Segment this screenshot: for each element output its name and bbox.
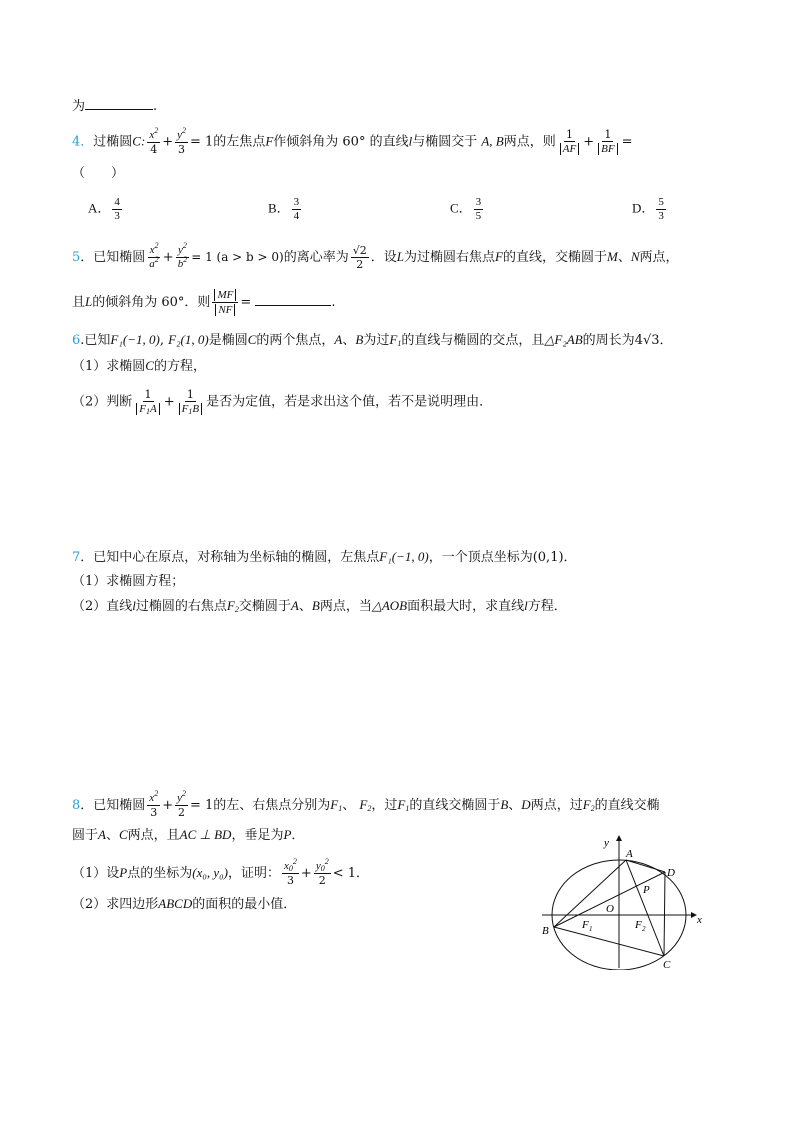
q7-part-text: 过椭圆的右焦点	[135, 599, 227, 614]
denominator: 3	[114, 210, 120, 222]
option-fraction	[112, 196, 122, 223]
option-letter: D．	[632, 200, 655, 216]
q8-part-text: （1）设	[72, 866, 120, 881]
q5-text: 的直线，交椭圆于	[502, 250, 607, 265]
q6-A: A	[334, 332, 343, 347]
q5-text: 两点，	[639, 250, 679, 265]
label-F2-sub: 2	[642, 925, 646, 933]
q4-line: l	[408, 133, 413, 149]
segment-BD	[554, 872, 665, 927]
q8-part-text: ，证明：	[228, 866, 281, 881]
question-8: 8．已知椭圆 $\frac{x^2}{3}$ + $\frac{y^2}{2}$ = 1的左、右焦点分别为$F_1$、 $F_2$，过$F_1$的直线交椭圆于B、D两点，过$F_2$的直线交椭	[72, 789, 660, 819]
q8-part-1: （1）设P点的坐标为(x₀, y₀)，证明： $\frac{x_0^2}{3}$ + $\frac{y_0^2}{2}$ < 1．	[72, 857, 370, 887]
period: .	[153, 99, 158, 114]
q6-part-text: （2）判断	[72, 394, 133, 410]
fraction-y0-2: $\frac{y_0^2}{2}$	[315, 857, 329, 887]
question-number: 7	[72, 550, 81, 565]
q5-M: M	[607, 249, 618, 264]
option-fraction	[656, 196, 666, 223]
q6-text: 、	[342, 333, 356, 348]
q8-text: 两点，过	[530, 798, 583, 813]
label-O: O	[606, 903, 614, 915]
label-A: A	[626, 848, 633, 860]
q8-text: 两点，且	[127, 828, 180, 843]
label-D: D	[667, 867, 675, 879]
option-letter: B．	[268, 200, 290, 216]
period: .	[331, 295, 336, 310]
label-y: y	[604, 837, 609, 849]
q6-text: 为过	[363, 333, 390, 348]
q7-F1: F₁(−1, 0)	[379, 549, 429, 564]
q3-tail-text: 为	[72, 99, 86, 114]
fraction-1-F1A: $\frac{1}{F_1A}$	[134, 388, 161, 416]
q8-text: ，过	[371, 798, 398, 813]
q5-text: 的离心率为	[283, 250, 349, 265]
q5-condition: = 1 (a > b > 0)	[191, 250, 284, 264]
q8-inequality: < 1	[332, 866, 356, 881]
q8-text: 的直线交椭	[594, 798, 660, 813]
period: ．	[563, 550, 577, 565]
question-number: 4．	[72, 134, 94, 150]
fraction-eccentricity	[351, 244, 369, 271]
q6-part-text: 是否为定值，若是求出这个值，若不是说明理由．	[206, 394, 493, 410]
question-8-line2: 圆于A、C两点，且AC ⊥ BD，垂足为P．	[72, 827, 305, 843]
q8-text: ．已知椭圆	[80, 798, 146, 813]
q4-text: 过椭圆	[93, 134, 133, 150]
q5-text: 的倾斜角为 60°．则	[92, 295, 211, 310]
q6-C: C	[145, 358, 154, 373]
fraction-x2-a2: $\frac{x^2}{a^2}$	[149, 241, 159, 270]
q8-text: 的左、右焦点分别为	[213, 798, 331, 813]
fraction-y2-b2: $\frac{y^2}{b^2}$	[177, 241, 188, 270]
q6-text: 的周长为	[582, 333, 635, 348]
q3-tail-line	[72, 97, 157, 116]
fraction-y2-2: $\frac{y^2}{2}$	[177, 789, 186, 819]
q5-text: 且	[72, 295, 86, 310]
q7-part-text: 交椭圆于	[238, 599, 291, 614]
option-letter: A．	[88, 200, 111, 216]
q4-points: A, B	[481, 133, 504, 149]
denominator: 4	[293, 210, 300, 222]
q8-part-text: 的面积的最小值．	[192, 897, 297, 912]
question-number: 8	[72, 798, 81, 813]
paren: （ ）	[72, 166, 125, 181]
q7-part-1	[72, 573, 184, 591]
q5-text: ．设	[370, 250, 397, 265]
q6-triangle: △F₂AB	[544, 332, 583, 347]
q5-L: L	[85, 294, 93, 309]
q8-perpendicular: AC ⊥ BD	[179, 827, 232, 842]
period: ．	[291, 828, 305, 843]
q6-perimeter: 4√3	[634, 333, 660, 348]
q8-text: ，垂足为	[231, 828, 284, 843]
question-number: 6	[72, 333, 81, 348]
q5-N: N	[630, 249, 640, 264]
label-F1: F	[582, 919, 589, 931]
option-letter: C．	[450, 200, 472, 216]
q6-part-text: （1）求椭圆	[72, 359, 146, 374]
fraction-1-AF: $\frac{1}{AF}$	[558, 128, 581, 156]
fraction-x2-3: $\frac{x^2}{3}$	[149, 789, 159, 819]
question-4: 4．过椭圆C: $\frac{x^2}{4}$ + $\frac{y^2}{3}$ = 1的左焦点F作倾斜角为 60° 的直线l与椭圆交于 A, B两点，则 $\frac{1}{AF}$ + $\frac{1}{BF}$ =	[72, 125, 633, 156]
question-5: 5．已知椭圆 $\frac{x^2}{a^2}$ + $\frac{y^2}{b^2}$ = 1 (a > b > 0)的离心率为 $\frac{√2}{2}$ ．设L为过椭圆右焦点F的直线，交椭圆于M、N两点，	[72, 241, 679, 271]
q4-curve: C	[132, 133, 141, 149]
q5-text: ．已知椭圆	[80, 250, 146, 265]
q7-part-text: （2）直线	[72, 599, 133, 614]
segment-AB	[554, 860, 626, 927]
numerator: √2	[352, 244, 367, 257]
question-number: 5	[72, 250, 81, 265]
q4-focus: F	[265, 133, 274, 149]
option-a	[88, 196, 124, 223]
q6-text: 的直线与椭圆的交点，且	[401, 333, 545, 348]
q8-part-2	[72, 895, 296, 914]
q8-quadrilateral: ABCD	[158, 896, 193, 911]
q7-part-text: 方程．	[527, 599, 567, 614]
label-P: P	[643, 884, 650, 896]
q8-part-text: （2）求四边形	[72, 897, 159, 912]
label-C: C	[663, 959, 671, 970]
q7-part-2: （2）直线l过椭圆的右焦点$F_2$交椭圆于A、B两点，当△AOB面积最大时，求直线l方程．	[72, 598, 567, 614]
q5-F: F	[495, 249, 503, 264]
q8-text: 圆于	[72, 828, 99, 843]
q7-text: ，一个顶点坐标为	[428, 550, 533, 565]
q4-text: 与椭圆交于	[412, 134, 478, 150]
denominator: 3	[658, 210, 664, 222]
q8-point-coords: (x₀, y₀)	[192, 865, 228, 880]
q6-C: C	[247, 332, 257, 347]
numerator: 3	[475, 196, 482, 208]
question-5-line2: 且L的倾斜角为 60°．则 $\frac{MF}{NF}$ = .	[72, 289, 336, 316]
question-6: 6.已知F₁(−1, 0), F₂(1, 0)是椭圆C的两个焦点，A、B为过$F_1$的直线与椭圆的交点，且△F₂AB的周长为4√3．	[72, 332, 673, 348]
label-F2: F	[635, 919, 642, 931]
denominator: 2	[356, 258, 364, 271]
q8-P: P	[283, 827, 292, 842]
segment-BC	[554, 927, 664, 956]
segment-DC	[664, 872, 665, 956]
answer-blank	[255, 293, 331, 306]
fraction-1-BF: $\frac{1}{BF}$	[596, 128, 619, 156]
denominator: 5	[475, 210, 482, 222]
q6-part-1	[72, 357, 206, 376]
label-F1-sub: 1	[589, 925, 593, 933]
answer-blank	[85, 97, 153, 110]
q5-L: L	[396, 249, 405, 264]
q5-text: 为过椭圆右焦点	[404, 250, 496, 265]
option-fraction	[474, 196, 484, 223]
segment-AC	[626, 860, 664, 956]
fraction-x2-4: $\frac{x^2}{4}$	[149, 125, 159, 156]
question-7	[72, 548, 577, 567]
numerator: 5	[658, 196, 664, 208]
fraction-y2-3: $\frac{y^2}{3}$	[177, 125, 186, 156]
q6-B: B	[355, 332, 364, 347]
option-fraction	[292, 196, 302, 223]
q6-part-text: 的方程，	[153, 359, 206, 374]
q4-text: 两点，则	[503, 134, 556, 150]
q8-text: 的直线交椭圆于	[409, 798, 501, 813]
period: ．	[659, 333, 673, 348]
q7-part-text: 两点，当	[319, 599, 372, 614]
label-B: B	[542, 925, 549, 937]
fraction-MF-NF: $\frac{MF}{NF}$	[212, 288, 238, 317]
numerator: 4	[114, 196, 120, 208]
q7-vertex: (0,1)	[532, 550, 564, 565]
numerator: 3	[293, 196, 300, 208]
q4-text: 作倾斜角为 60° 的直线	[273, 134, 409, 150]
q6-F1: F₁(−1, 0)	[110, 332, 160, 347]
q4-answer-paren	[72, 165, 124, 183]
q6-F2: F₂(1, 0)	[168, 332, 209, 347]
option-b	[268, 196, 303, 223]
q8-part-text: 点的坐标为	[127, 866, 193, 881]
q6-part-2: （2）判断 $\frac{1}{F_1A}$ + $\frac{1}{F_1B}$ 是否为定值，若是求出这个值，若不是说明理由．	[72, 388, 493, 416]
option-c	[450, 196, 485, 223]
q7-triangle: △AOB	[371, 598, 408, 613]
ellipse-figure	[540, 830, 715, 970]
q6-text: 的两个焦点，	[256, 333, 335, 348]
q7-text: ．已知中心在原点，对称轴为坐标轴的椭圆，左焦点	[80, 550, 380, 565]
label-x: x	[697, 914, 702, 926]
q7-part-text: （1）求椭圆方程；	[72, 574, 185, 589]
q7-part-text: 面积最大时，求直线	[407, 599, 525, 614]
q4-text: 的左焦点	[213, 134, 266, 150]
fraction-x0-3: $\frac{x_0^2}{3}$	[284, 857, 297, 887]
q5-text: 、	[617, 250, 631, 265]
fraction-1-F1B: $\frac{1}{F_1B}$	[177, 388, 204, 416]
q6-text: .已知	[80, 333, 111, 348]
segment-AD	[626, 860, 665, 872]
option-d	[632, 196, 668, 223]
q6-text: 是椭圆	[208, 333, 248, 348]
